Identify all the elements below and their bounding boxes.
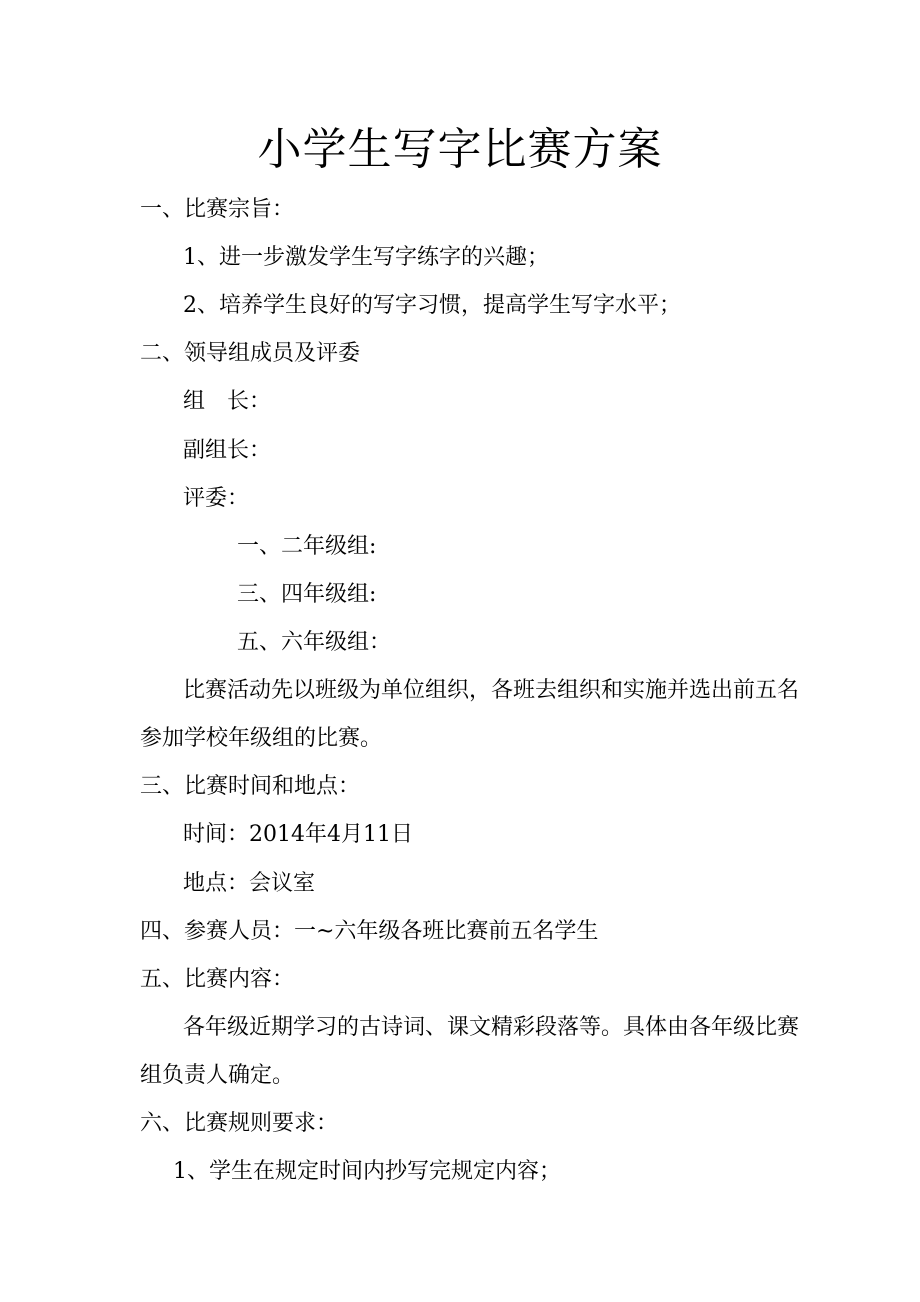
purpose-item-1: 1、进一步激发学生写字练字的兴趣；	[183, 245, 549, 270]
leader-label: 组 长：	[183, 389, 272, 414]
section-heading-participants: 四、参赛人员：一~六年级各班比赛前五名学生	[140, 919, 599, 944]
activity-paragraph-line-2: 参加学校年级组的比赛。	[140, 726, 383, 751]
place-line: 地点：会议室	[183, 871, 316, 896]
section-heading-purpose: 一、比赛宗旨：	[140, 197, 295, 222]
content-paragraph-line-1: 各年级近期学习的古诗词、课文精彩段落等。具体由各年级比赛	[183, 1015, 800, 1040]
content-paragraph-line-2: 组负责人确定。	[140, 1063, 295, 1088]
judges-label: 评委：	[183, 486, 250, 511]
deputy-leader-label: 副组长：	[183, 438, 272, 463]
time-line: 时间：2014年4月11日	[183, 822, 413, 847]
activity-paragraph-line-1: 比赛活动先以班级为单位组织，各班去组织和实施并选出前五名	[183, 678, 800, 703]
section-heading-time-place: 三、比赛时间和地点：	[140, 774, 361, 799]
document-title: 小学生写字比赛方案	[257, 124, 663, 175]
judges-group-grade-3-4: 三、四年级组:	[237, 582, 377, 607]
section-heading-content: 五、比赛内容：	[140, 967, 295, 992]
judges-group-grade-5-6: 五、六年级组：	[237, 630, 392, 655]
section-heading-leadership: 二、领导组成员及评委	[140, 341, 361, 366]
rules-item-1: 1、学生在规定时间内抄写完规定内容；	[173, 1159, 561, 1184]
purpose-item-2: 2、培养学生良好的写字习惯，提高学生写字水平；	[183, 293, 681, 318]
judges-group-grade-1-2: 一、二年级组:	[237, 534, 377, 559]
section-heading-rules: 六、比赛规则要求：	[140, 1111, 339, 1136]
